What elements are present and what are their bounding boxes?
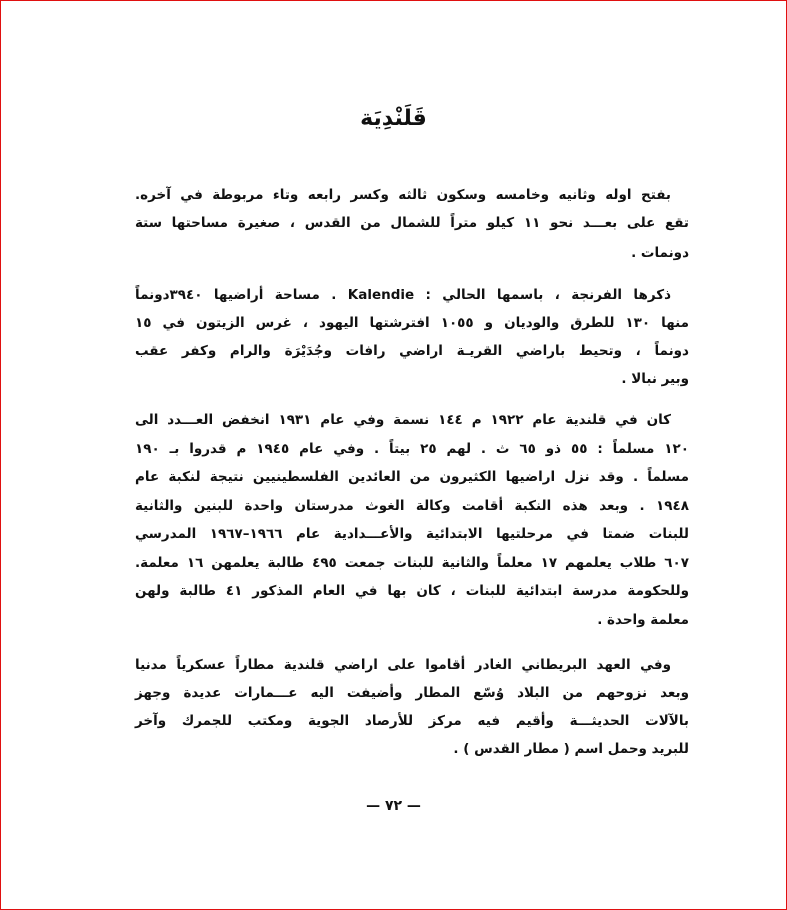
text-line: وللحكومة مدرسة ابتدائية للبنات ، كان بها في العام المذكور ٤١ طالبة ولهن (135, 583, 689, 599)
text-line: للبريد وحمل اسم ( مطار القدس ) . (453, 741, 689, 757)
text-line: ١٢٠ مسلماً : ٥٥ ذو ٦٥ ث . لهم ٢٥ بيتاً . وفي عام ١٩٤٥ م قدروا بـ ١٩٠ (135, 441, 689, 457)
text-line: بالآلات الحديثـــة وأقيم فيه مركز للأرصاد الجوية ومكتب للجمرك وآخر (135, 713, 689, 729)
text-line: للبنات ضمتا في مرحلتيها الابتدائية والأعـــدادية عام ١٩٦٦–١٩٦٧ المدرسي (135, 526, 690, 542)
text-line: دونماً ، وتحيط باراضي القريـة اراضي رافات وجُدَيْرَة والرام وكفر عقب (135, 343, 689, 359)
text-line: منها ١٣٠ للطرق والوديان و ١٠٥٥ افترشتها اليهود ، غرس الزيتون في ١٥ (135, 315, 690, 331)
text-line: وبعد نزوحهم من البلاد وُسّع المطار وأضيفت اليه عـــمارات عديدة وجهز (135, 685, 689, 701)
text-line: معلمة واحدة . (597, 612, 689, 628)
text-line: مسلماً . وقد نزل اراضيها الكثيرون من العائدين الفلسطينيين نتيجة لنكبة عام (135, 469, 689, 485)
text-line: بفتح اوله وثانيه وخامسه وسكون ثالثه وكسر رابعه وتاء مربوطة في آخره. (135, 187, 671, 203)
text-line: كان في قلندية عام ١٩٢٢ م ١٤٤ نسمة وفي عام ١٩٣١ انخفض العـــدد الى (135, 412, 672, 428)
text-line: تقع على بعـــد نحو ١١ كيلو متراً للشمال من القدس ، صغيرة مساحتها ستة (135, 215, 689, 231)
page-number: — ٧٢ — (366, 798, 421, 814)
text-line: ذكرها الفرنجة ، باسمها الحالي : Kalendie . مساحة أراضيها ٣٩٤٠دونماً (135, 287, 671, 303)
text-line: دونمات . (631, 245, 689, 261)
page-title: قَلَنْدِيَة (360, 106, 427, 131)
text-line: ٦٠٧ طلاب يعلمهم ١٧ معلماً والثانية للبنات جمعت ٤٩٥ طالبة يعلمهن ١٦ معلمة. (135, 555, 689, 571)
text-line: ١٩٤٨ . وبعد هذه النكبة أقامت وكالة الغوث مدرستان واحدة للبنين والثانية (135, 498, 689, 514)
text-line: وبير نبالا . (621, 371, 689, 387)
text-line: وفي العهد البريطاني الغادر أقاموا على اراضي قلندية مطاراً عسكرياً مدنيا (135, 657, 671, 673)
